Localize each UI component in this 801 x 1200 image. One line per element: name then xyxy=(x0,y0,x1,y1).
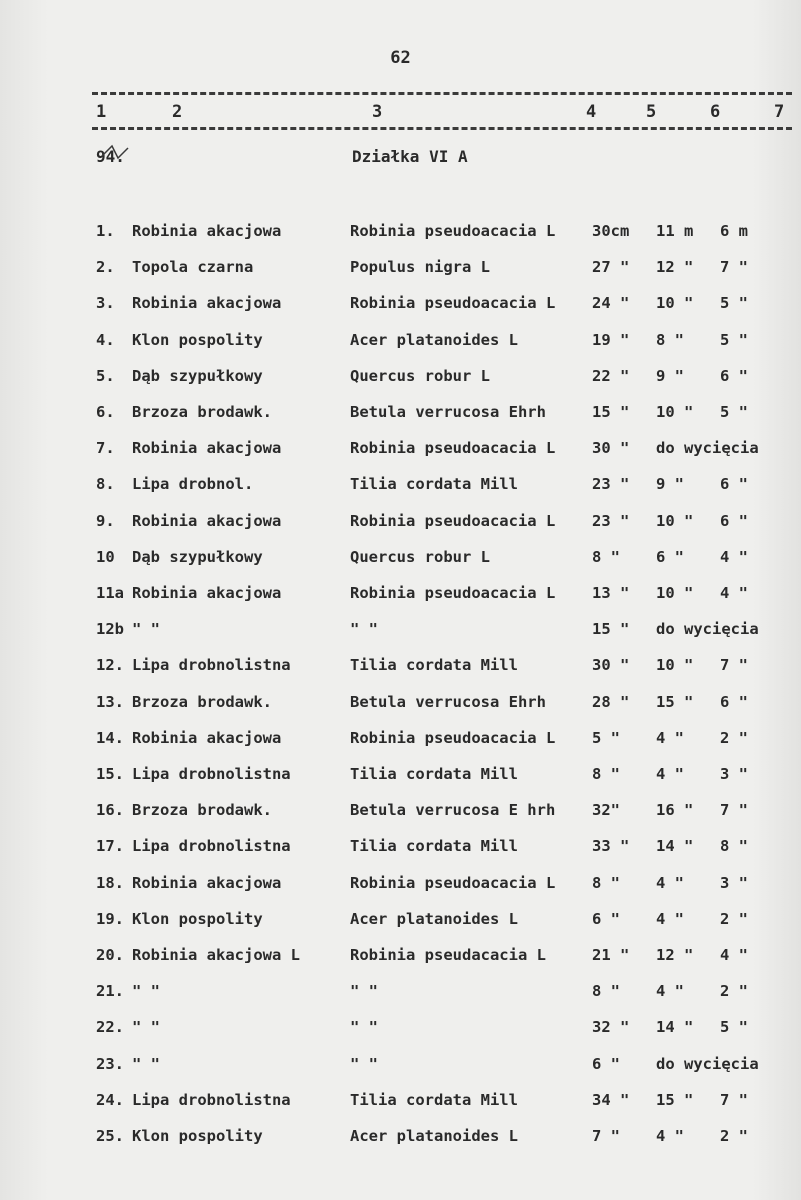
polish-name: Lipa drobnolistna xyxy=(132,837,291,855)
polish-name: Robinia akacjowa xyxy=(132,874,282,892)
column-header-5: 5 xyxy=(646,102,657,122)
latin-name: Betula verrucosa E hrh xyxy=(350,801,556,819)
polish-name: " " xyxy=(132,1018,160,1036)
table-row xyxy=(0,656,801,680)
latin-name: Acer platanoides L xyxy=(350,331,518,349)
latin-name: Populus nigra L xyxy=(350,258,490,276)
table-row xyxy=(0,1091,801,1115)
trunk-circumference: 24 " xyxy=(592,294,630,312)
crown-width: 4 " xyxy=(720,946,748,964)
row-number: 11a xyxy=(96,584,124,602)
latin-name: Robinia pseudoacacia L xyxy=(350,584,556,602)
tree-height: 15 " xyxy=(656,1091,694,1109)
trunk-circumference: 8 " xyxy=(592,765,620,783)
crown-width: 5 " xyxy=(720,403,748,421)
row-number: 21. xyxy=(96,982,124,1000)
polish-name: Lipa drobnolistna xyxy=(132,1091,291,1109)
row-number: 20. xyxy=(96,946,124,964)
polish-name: Brzoza brodawk. xyxy=(132,403,272,421)
trunk-circumference: 22 " xyxy=(592,367,630,385)
latin-name: Robinia pseudoacacia L xyxy=(350,729,556,747)
row-number: 5. xyxy=(96,367,115,385)
tree-height: 10 " xyxy=(656,584,694,602)
trunk-circumference: 32 " xyxy=(592,1018,630,1036)
polish-name: Robinia akacjowa xyxy=(132,294,282,312)
latin-name: Quercus robur L xyxy=(350,367,490,385)
latin-name: Robinia pseudoacacia L xyxy=(350,294,556,312)
trunk-circumference: 30 " xyxy=(592,656,630,674)
tree-height: 9 " xyxy=(656,367,684,385)
latin-name: Robinia pseudoacacia L xyxy=(350,439,556,457)
polish-name: Lipa drobnolistna xyxy=(132,656,291,674)
row-number: 22. xyxy=(96,1018,124,1036)
trunk-circumference: 34 " xyxy=(592,1091,630,1109)
column-header-1: 1 xyxy=(96,102,107,122)
table-row xyxy=(0,331,801,355)
polish-name: Klon pospolity xyxy=(132,331,263,349)
latin-name: " " xyxy=(350,1018,378,1036)
polish-name: " " xyxy=(132,1055,160,1073)
table-row xyxy=(0,1055,801,1079)
polish-name: Robinia akacjowa xyxy=(132,584,282,602)
crown-width: 6 " xyxy=(720,512,748,530)
tree-height: 8 " xyxy=(656,331,684,349)
latin-name: Tilia cordata Mill xyxy=(350,656,518,674)
crown-width: 5 " xyxy=(720,1018,748,1036)
latin-name: Acer platanoides L xyxy=(350,910,518,928)
polish-name: " " xyxy=(132,982,160,1000)
row-number: 1. xyxy=(96,222,115,240)
crown-width: 7 " xyxy=(720,801,748,819)
tree-height: 16 " xyxy=(656,801,694,819)
polish-name: Robinia akacjowa xyxy=(132,512,282,530)
trunk-circumference: 13 " xyxy=(592,584,630,602)
table-row xyxy=(0,837,801,861)
polish-name: Topola czarna xyxy=(132,258,254,276)
polish-name: Robinia akacjowa xyxy=(132,729,282,747)
latin-name: Tilia cordata Mill xyxy=(350,765,518,783)
tree-height: 10 " xyxy=(656,512,694,530)
table-row xyxy=(0,548,801,572)
polish-name: Robinia akacjowa xyxy=(132,439,282,457)
latin-name: Tilia cordata Mill xyxy=(350,1091,518,1109)
crown-width: 2 " xyxy=(720,982,748,1000)
column-header-7: 7 xyxy=(774,102,785,122)
trunk-circumference: 8 " xyxy=(592,548,620,566)
trunk-circumference: 15 " xyxy=(592,620,630,638)
latin-name: Tilia cordata Mill xyxy=(350,475,518,493)
table-row xyxy=(0,258,801,282)
polish-name: Brzoza brodawk. xyxy=(132,693,272,711)
trunk-circumference: 21 " xyxy=(592,946,630,964)
table-row xyxy=(0,946,801,970)
row-number: 12. xyxy=(96,656,124,674)
remark: do wycięcia xyxy=(656,620,759,638)
tree-height: 10 " xyxy=(656,294,694,312)
tree-height: 4 " xyxy=(656,982,684,1000)
table-row xyxy=(0,403,801,427)
table-row xyxy=(0,222,801,246)
table-row xyxy=(0,765,801,789)
trunk-circumference: 33 " xyxy=(592,837,630,855)
row-number: 15. xyxy=(96,765,124,783)
row-number: 12b xyxy=(96,620,124,638)
table-row xyxy=(0,693,801,717)
crown-width: 2 " xyxy=(720,910,748,928)
latin-name: Robinia pseudoacacia L xyxy=(350,874,556,892)
trunk-circumference: 5 " xyxy=(592,729,620,747)
crown-width: 8 " xyxy=(720,837,748,855)
table-row xyxy=(0,584,801,608)
tree-height: 4 " xyxy=(656,1127,684,1145)
tree-height: 10 " xyxy=(656,403,694,421)
crown-width: 5 " xyxy=(720,294,748,312)
tree-height: 12 " xyxy=(656,946,694,964)
crown-width: 2 " xyxy=(720,729,748,747)
table-row xyxy=(0,475,801,499)
tree-height: 9 " xyxy=(656,475,684,493)
latin-name: " " xyxy=(350,1055,378,1073)
table-row xyxy=(0,512,801,536)
row-number: 24. xyxy=(96,1091,124,1109)
table-row xyxy=(0,910,801,934)
table-row xyxy=(0,620,801,644)
table-row xyxy=(0,982,801,1006)
tree-height: 4 " xyxy=(656,874,684,892)
row-number: 19. xyxy=(96,910,124,928)
row-number: 10 xyxy=(96,548,115,566)
crown-width: 4 " xyxy=(720,584,748,602)
trunk-circumference: 15 " xyxy=(592,403,630,421)
polish-name: " " xyxy=(132,620,160,638)
table-row xyxy=(0,439,801,463)
latin-name: Robinia pseudacacia L xyxy=(350,946,546,964)
trunk-circumference: 19 " xyxy=(592,331,630,349)
row-number: 14. xyxy=(96,729,124,747)
trunk-circumference: 30cm xyxy=(592,222,630,240)
tree-height: 15 " xyxy=(656,693,694,711)
row-number: 6. xyxy=(96,403,115,421)
table-row xyxy=(0,294,801,318)
polish-name: Lipa drobnolistna xyxy=(132,765,291,783)
trunk-circumference: 23 " xyxy=(592,475,630,493)
trunk-circumference: 30 " xyxy=(592,439,630,457)
row-number: 8. xyxy=(96,475,115,493)
polish-name: Lipa drobnol. xyxy=(132,475,254,493)
row-number: 9. xyxy=(96,512,115,530)
trunk-circumference: 6 " xyxy=(592,1055,620,1073)
column-header-6: 6 xyxy=(710,102,721,122)
table-row xyxy=(0,367,801,391)
trunk-circumference: 6 " xyxy=(592,910,620,928)
tree-height: 4 " xyxy=(656,765,684,783)
polish-name: Klon pospolity xyxy=(132,910,263,928)
row-number: 25. xyxy=(96,1127,124,1145)
row-number: 18. xyxy=(96,874,124,892)
trunk-circumference: 8 " xyxy=(592,874,620,892)
column-header-3: 3 xyxy=(372,102,383,122)
table-row xyxy=(0,1127,801,1151)
crown-width: 4 " xyxy=(720,548,748,566)
row-number: 13. xyxy=(96,693,124,711)
polish-name: Robinia akacjowa xyxy=(132,222,282,240)
latin-name: Quercus robur L xyxy=(350,548,490,566)
polish-name: Dąb szypułkowy xyxy=(132,548,263,566)
crown-width: 7 " xyxy=(720,258,748,276)
tree-height: 4 " xyxy=(656,910,684,928)
latin-name: Acer platanoides L xyxy=(350,1127,518,1145)
table-row xyxy=(0,874,801,898)
row-number: 3. xyxy=(96,294,115,312)
section-number: 94. xyxy=(96,147,125,166)
crown-width: 6 m xyxy=(720,222,748,240)
crown-width: 7 " xyxy=(720,1091,748,1109)
column-header-2: 2 xyxy=(172,102,183,122)
column-header-4: 4 xyxy=(586,102,597,122)
polish-name: Brzoza brodawk. xyxy=(132,801,272,819)
row-number: 16. xyxy=(96,801,124,819)
crown-width: 3 " xyxy=(720,874,748,892)
crown-width: 6 " xyxy=(720,693,748,711)
latin-name: Robinia pseudoacacia L xyxy=(350,512,556,530)
trunk-circumference: 23 " xyxy=(592,512,630,530)
remark: do wycięcia xyxy=(656,1055,759,1073)
row-number: 2. xyxy=(96,258,115,276)
tree-height: 6 " xyxy=(656,548,684,566)
tree-height: 12 " xyxy=(656,258,694,276)
latin-name: " " xyxy=(350,620,378,638)
tree-height: 11 m xyxy=(656,222,694,240)
crown-width: 7 " xyxy=(720,656,748,674)
tree-height: 10 " xyxy=(656,656,694,674)
crown-width: 6 " xyxy=(720,475,748,493)
latin-name: " " xyxy=(350,982,378,1000)
latin-name: Betula verrucosa Ehrh xyxy=(350,403,546,421)
latin-name: Tilia cordata Mill xyxy=(350,837,518,855)
tree-height: 14 " xyxy=(656,1018,694,1036)
trunk-circumference: 8 " xyxy=(592,982,620,1000)
row-number: 7. xyxy=(96,439,115,457)
polish-name: Klon pospolity xyxy=(132,1127,263,1145)
row-number: 4. xyxy=(96,331,115,349)
trunk-circumference: 32" xyxy=(592,801,620,819)
polish-name: Dąb szypułkowy xyxy=(132,367,263,385)
remark: do wycięcia xyxy=(656,439,759,457)
crown-width: 6 " xyxy=(720,367,748,385)
trunk-circumference: 27 " xyxy=(592,258,630,276)
latin-name: Betula verrucosa Ehrh xyxy=(350,693,546,711)
tree-height: 14 " xyxy=(656,837,694,855)
table-row xyxy=(0,801,801,825)
polish-name: Robinia akacjowa L xyxy=(132,946,300,964)
table-row xyxy=(0,1018,801,1042)
crown-width: 3 " xyxy=(720,765,748,783)
page-number: 62 xyxy=(390,48,411,68)
trunk-circumference: 7 " xyxy=(592,1127,620,1145)
row-number: 17. xyxy=(96,837,124,855)
table-row xyxy=(0,729,801,753)
latin-name: Robinia pseudoacacia L xyxy=(350,222,556,240)
tree-height: 4 " xyxy=(656,729,684,747)
section-title: Działka VI A xyxy=(352,147,468,166)
trunk-circumference: 28 " xyxy=(592,693,630,711)
crown-width: 5 " xyxy=(720,331,748,349)
crown-width: 2 " xyxy=(720,1127,748,1145)
row-number: 23. xyxy=(96,1055,124,1073)
